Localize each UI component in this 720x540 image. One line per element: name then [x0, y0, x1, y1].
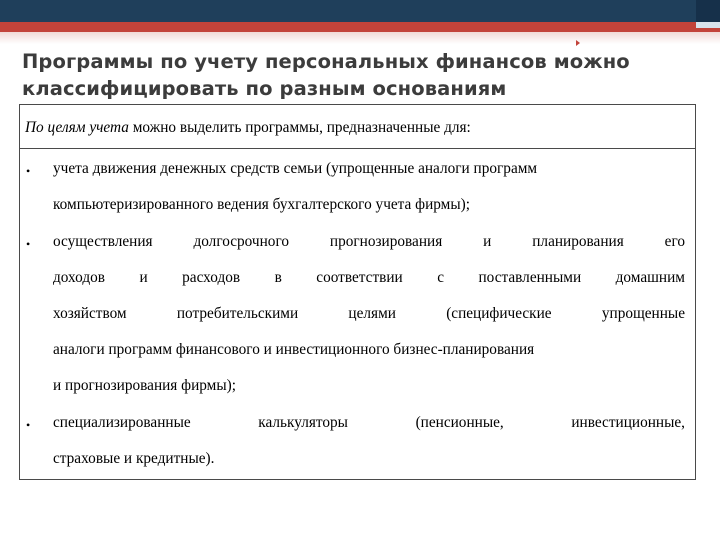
word: поставленными	[478, 269, 582, 286]
word: потребительскими	[176, 305, 299, 322]
word: калькуляторы	[258, 414, 348, 431]
list-item-line	[53, 414, 685, 432]
word: с	[437, 269, 445, 286]
header-corner-block	[696, 0, 720, 22]
intro-rest: можно выделить программы, предназначенные для:	[128, 119, 471, 136]
word: и	[483, 233, 492, 250]
word: планирования	[532, 233, 624, 250]
word: упрощенные	[601, 305, 685, 322]
header-band-red	[0, 22, 720, 32]
header-band-fade	[0, 32, 720, 44]
list-item-line	[53, 305, 685, 323]
word: расходов	[182, 269, 241, 286]
intro-text	[25, 119, 471, 137]
header-band-dark	[0, 0, 720, 22]
word: (пенсионные,	[415, 414, 504, 431]
list-item-line	[53, 233, 685, 251]
list-item-line: компьютеризированного ведения бухгалтерского учета фирмы);	[53, 196, 470, 213]
word: в	[274, 269, 282, 286]
word: доходов	[53, 269, 105, 286]
slide-title-line-2: классифицировать по разным основаниям	[22, 77, 507, 100]
list-item-line: и прогнозирования фирмы);	[53, 377, 236, 394]
word: соответствии	[316, 269, 403, 286]
word: долгосрочного	[193, 233, 289, 250]
list-item-line: страховые и кредитные).	[53, 450, 215, 467]
word: хозяйством	[53, 305, 127, 322]
list-item-line	[53, 269, 685, 287]
word: целями	[348, 305, 396, 322]
bullet-icon: •	[26, 164, 31, 178]
word: инвестиционные,	[571, 414, 685, 431]
list-item-line: учета движения денежных средств семьи (упрощенные аналоги программ	[53, 160, 538, 177]
word: домашним	[615, 269, 685, 286]
arrow-right-icon	[576, 40, 580, 46]
intro-italic: По целям учета	[25, 119, 129, 136]
list-item-line: аналоги программ финансового и инвестиционного бизнес-планирования	[53, 341, 535, 358]
word: и	[139, 269, 148, 286]
word: прогнозирования	[329, 233, 443, 250]
word: его	[664, 233, 685, 250]
word: специализированные	[53, 414, 191, 431]
bullet-icon: •	[26, 237, 31, 251]
table-divider	[20, 148, 695, 149]
word: (специфические	[446, 305, 552, 322]
content-box	[19, 104, 696, 480]
slide-title-line-1: Программы по учету персональных финансов можно	[22, 50, 630, 73]
header-corner-accent	[696, 22, 720, 28]
bullet-icon: •	[26, 418, 31, 432]
word: осуществления	[53, 233, 153, 250]
slide-title	[22, 48, 702, 102]
